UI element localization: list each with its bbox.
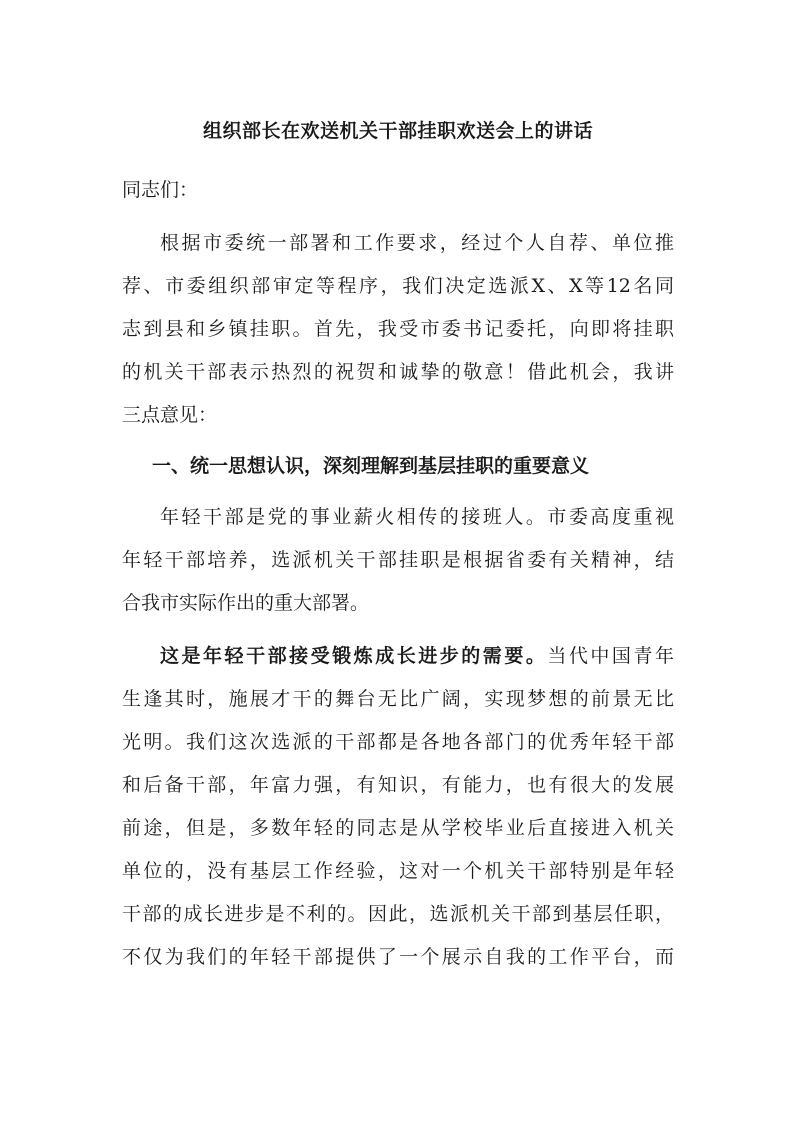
paragraph-line: 的机关干部表示热烈的祝贺和诚挚的敬意！借此机会，我讲 (122, 361, 674, 383)
spacer (122, 625, 674, 635)
paragraph-line: 荐、市委组织部审定等程序，我们决定选派X、X等12名同 (122, 275, 674, 297)
paragraph-line: 合我市实际作出的重大部署。 (122, 592, 370, 614)
section1-paragraph (122, 496, 674, 625)
document-title: 组织部长在欢送机关干部挂职欢送会上的讲话 (202, 120, 593, 142)
document-page (122, 118, 674, 979)
paragraph-line: 和后备干部，年富力强，有知识，有能力，也有很大的发展 (122, 774, 674, 796)
paragraph-line: 生逢其时，施展才干的舞台无比广阔，实现梦想的前景无比 (122, 688, 674, 710)
paragraph-line-rest: 当代中国青年 (547, 645, 674, 667)
section1-paragraph-2 (122, 635, 674, 979)
paragraph-line: 单位的，没有基层工作经验，这对一个机关干部特别是年轻 (122, 860, 674, 882)
paragraph-line: 年轻干部培养，选派机关干部挂职是根据省委有关精神，结 (122, 549, 674, 571)
paragraph-line: 前途，但是，多数年轻的同志是从学校毕业后直接进入机关 (122, 817, 674, 839)
section-heading: 一、统一思想认识，深刻理解到基层挂职的重要意义 (152, 455, 590, 477)
spacer (122, 212, 674, 222)
paragraph-line: 年轻干部是党的事业薪火相传的接班人。市委高度重视 (160, 506, 674, 528)
paragraph-first-line (122, 635, 674, 678)
paragraph-line: 志到县和乡镇挂职。首先，我受市委书记委托，向即将挂职 (122, 318, 674, 340)
paragraph-line: 光明。我们这次选派的干部都是各地各部门的优秀年轻干部 (122, 731, 674, 753)
paragraph-line: 根据市委统一部署和工作要求，经过个人自荐、单位推 (160, 232, 674, 254)
intro-paragraph (122, 222, 674, 437)
paragraph-line: 干部的成长进步是不利的。因此，选派机关干部到基层任职， (122, 903, 674, 925)
bold-lead-sentence: 这是年轻干部接受锻炼成长进步的需要。 (160, 645, 548, 667)
paragraph-line: 三点意见： (122, 404, 218, 426)
paragraph-line: 不仅为我们的年轻干部提供了一个展示自我的工作平台，而 (122, 946, 674, 968)
salutation: 同志们： (122, 179, 199, 201)
